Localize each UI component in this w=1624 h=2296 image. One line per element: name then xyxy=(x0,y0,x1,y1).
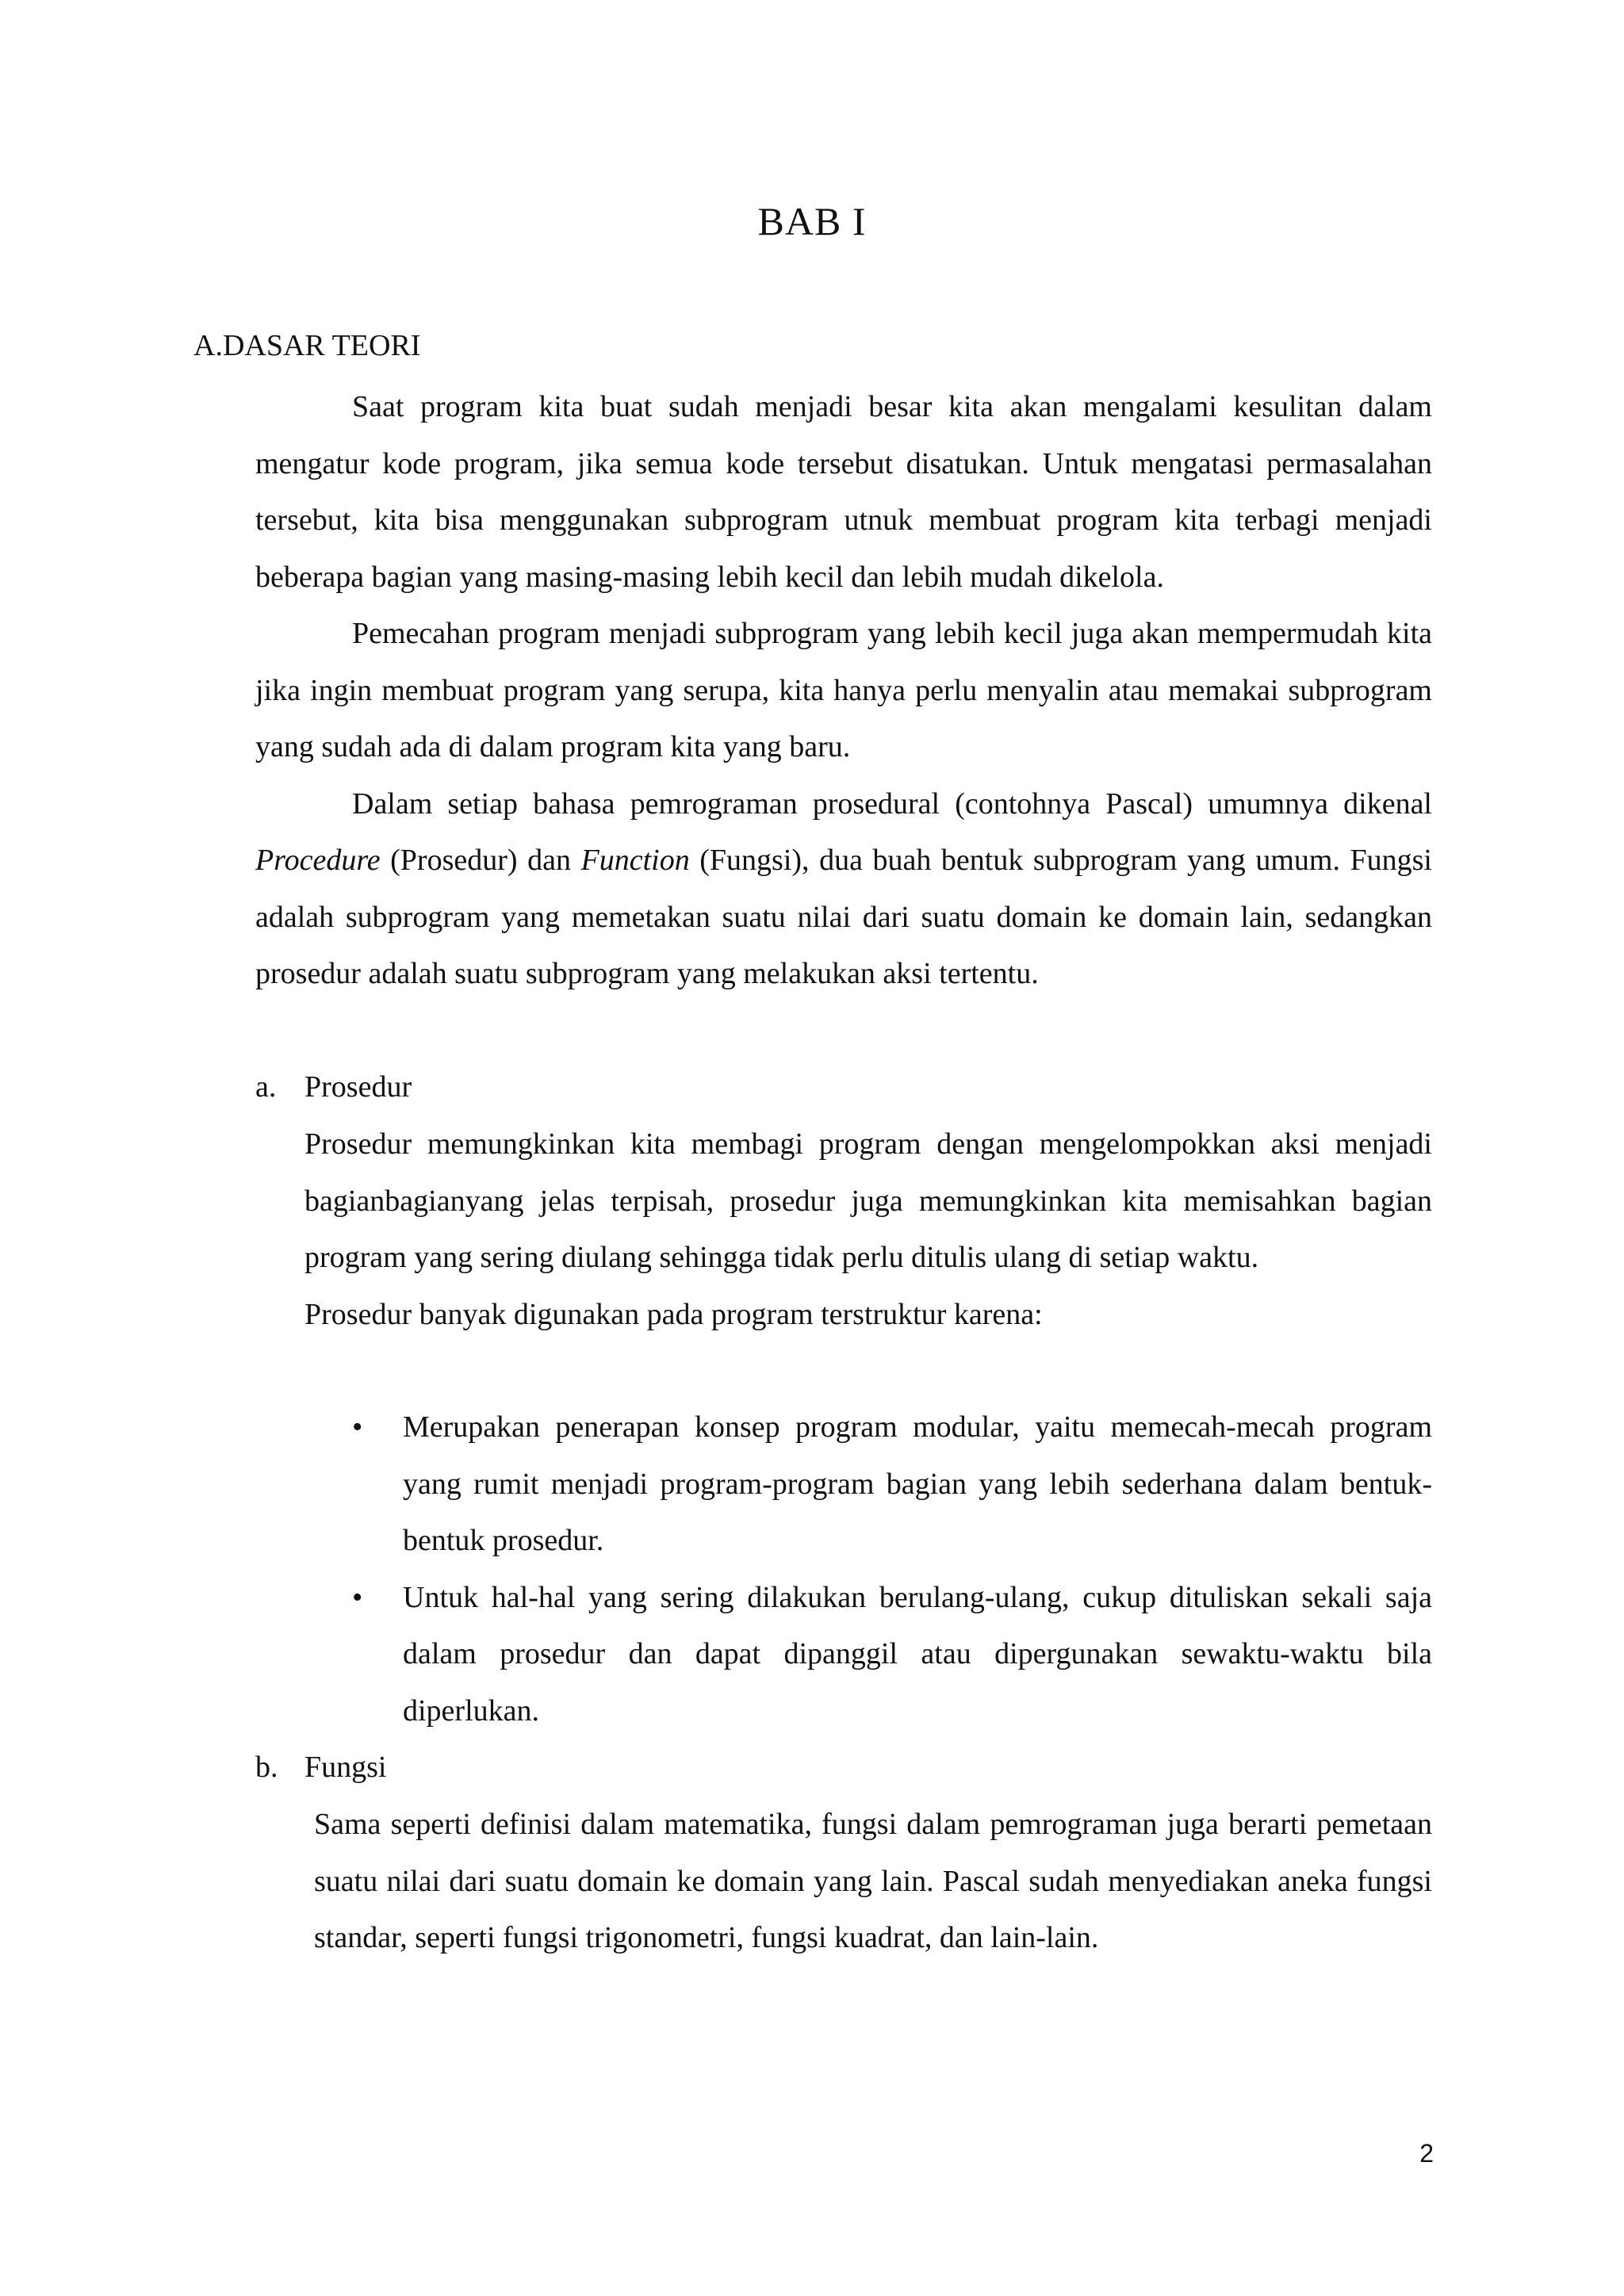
bullet-item xyxy=(304,1570,1432,1740)
intro-paragraph-3-text-b: (Prosedur) dan xyxy=(380,844,581,877)
section-heading xyxy=(193,328,420,363)
intro-paragraph-3 xyxy=(255,776,1432,1003)
fungsi-body xyxy=(314,1797,1432,1967)
bullet-dot-icon: • xyxy=(352,1580,363,1614)
prosedur-marker: a. xyxy=(255,1070,277,1104)
page-number: 2 xyxy=(1419,2139,1434,2168)
prosedur-body xyxy=(304,1116,1432,1343)
procedure-term: Procedure xyxy=(255,844,381,877)
bullet-item xyxy=(304,1399,1432,1570)
bullet-text: Merupakan penerapan konsep program modular, yaitu memecah-mecah program yang rumit menjadi program-program bagian yang lebih sederhana dalam bentuk-bentuk prosedur. xyxy=(403,1410,1432,1557)
bullet-dot-icon: • xyxy=(352,1410,363,1444)
intro-paragraph-3-text-a: Dalam setiap bahasa pemrograman prosedural (contohnya Pascal) umumnya dikenal xyxy=(352,786,1432,821)
prosedur-heading xyxy=(255,1059,412,1116)
fungsi-paragraph-1: Sama seperti definisi dalam matematika, fungsi dalam pemrograman juga berarti pemetaan suatu nilai dari suatu domain ke domain yang lain. Pascal sudah menyediakan aneka fungsi standar, seperti fungsi trigonometri, fungsi kuadrat, dan lain-lain. xyxy=(314,1808,1432,1954)
fungsi-marker: b. xyxy=(255,1751,278,1784)
prosedur-paragraph-1: Prosedur memungkinkan kita membagi program dengan mengelompokkan aksi menjadi bagianbagianyang jelas terpisah, prosedur juga memungkinkan kita memisahkan bagian program yang sering diulang sehingga tidak perlu ditulis ulang di setiap waktu. xyxy=(304,1127,1432,1274)
intro-body xyxy=(255,379,1432,1003)
fungsi-heading xyxy=(255,1739,386,1797)
section-title: DASAR TEORI xyxy=(222,329,421,362)
fungsi-title: Fungsi xyxy=(304,1751,387,1784)
intro-paragraph-1: Saat program kita buat sudah menjadi besar kita akan mengalami kesulitan dalam mengatur kode program, jika semua kode tersebut disatukan. Untuk mengatasi permasalahan tersebut, kita bisa menggunakan subprogram utnuk membuat program kita terbagi menjadi beberapa bagian yang masing-masing lebih kecil dan lebih mudah dikelola. xyxy=(255,390,1432,594)
intro-paragraph-3-text-c: (Fungsi), dua buah bentuk subprogram yang umum. Fungsi adalah subprogram yang memetakan suatu nilai dari suatu domain ke domain lain, sedangkan prosedur adalah suatu subprogram yang melakukan aksi tertentu. xyxy=(255,844,1432,990)
prosedur-bullet-list xyxy=(304,1399,1432,1739)
chapter-title: BAB I xyxy=(757,199,867,243)
section-marker: A. xyxy=(193,329,223,362)
intro-paragraph-2: Pemecahan program menjadi subprogram yang lebih kecil juga akan mempermudah kita jika ingin membuat program yang serupa, kita hanya perlu menyalin atau memakai subprogram yang sudah ada di dalam program kita yang baru. xyxy=(255,617,1432,763)
prosedur-title: Prosedur xyxy=(304,1070,412,1104)
prosedur-paragraph-2: Prosedur banyak digunakan pada program terstruktur karena: xyxy=(304,1297,1043,1331)
function-term: Function xyxy=(580,844,690,877)
bullet-text: Untuk hal-hal yang sering dilakukan berulang-ulang, cukup dituliskan sekali saja dalam prosedur dan dapat dipanggil atau dipergunakan sewaktu-waktu bila diperlukan. xyxy=(403,1580,1432,1728)
